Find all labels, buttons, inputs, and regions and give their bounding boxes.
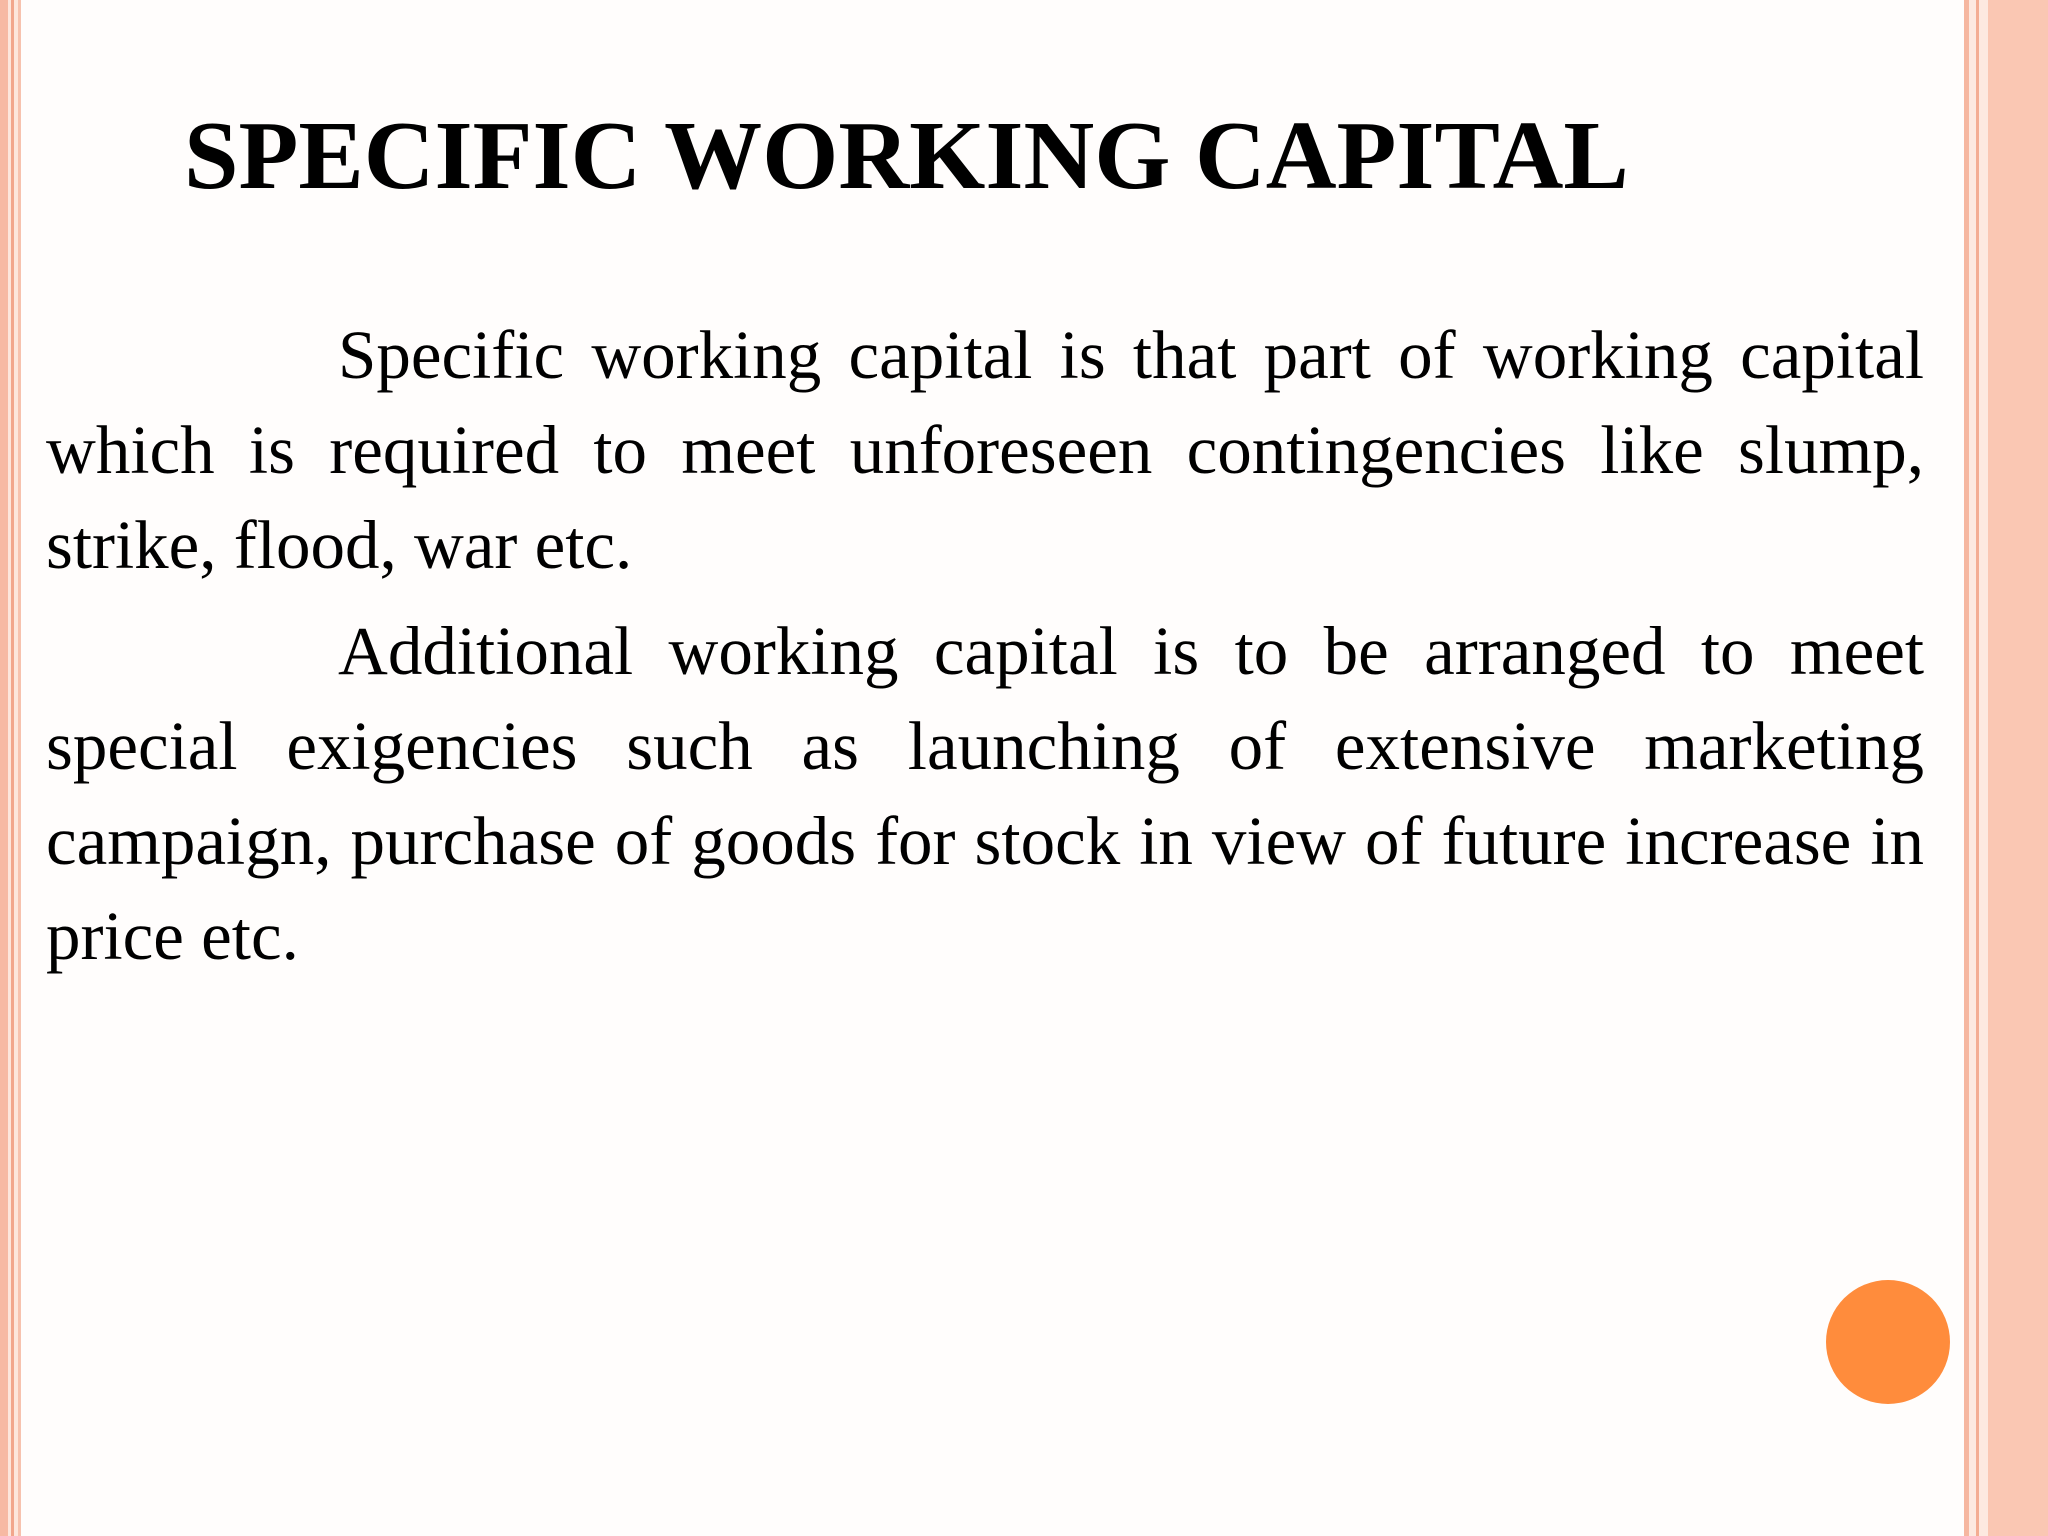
- left-decorative-border: [0, 0, 26, 1536]
- paragraph-specific-working-capital: Specific working capital is that part of working capital which is required to meet unforeseen contingencies like slump, strike, flood, war etc.: [46, 317, 1924, 583]
- slide-title: SPECIFIC WORKING CAPITAL: [184, 102, 1629, 210]
- slide-body: [46, 308, 1924, 995]
- paragraph-additional-working-capital: Additional working capital is to be arranged to meet special exigencies such as launching of extensive marketing campaign, purchase of goods for stock in view of future increase in price etc.: [46, 613, 1924, 974]
- accent-circle-icon: [1826, 1280, 1950, 1404]
- right-decorative-border: [1964, 0, 2048, 1536]
